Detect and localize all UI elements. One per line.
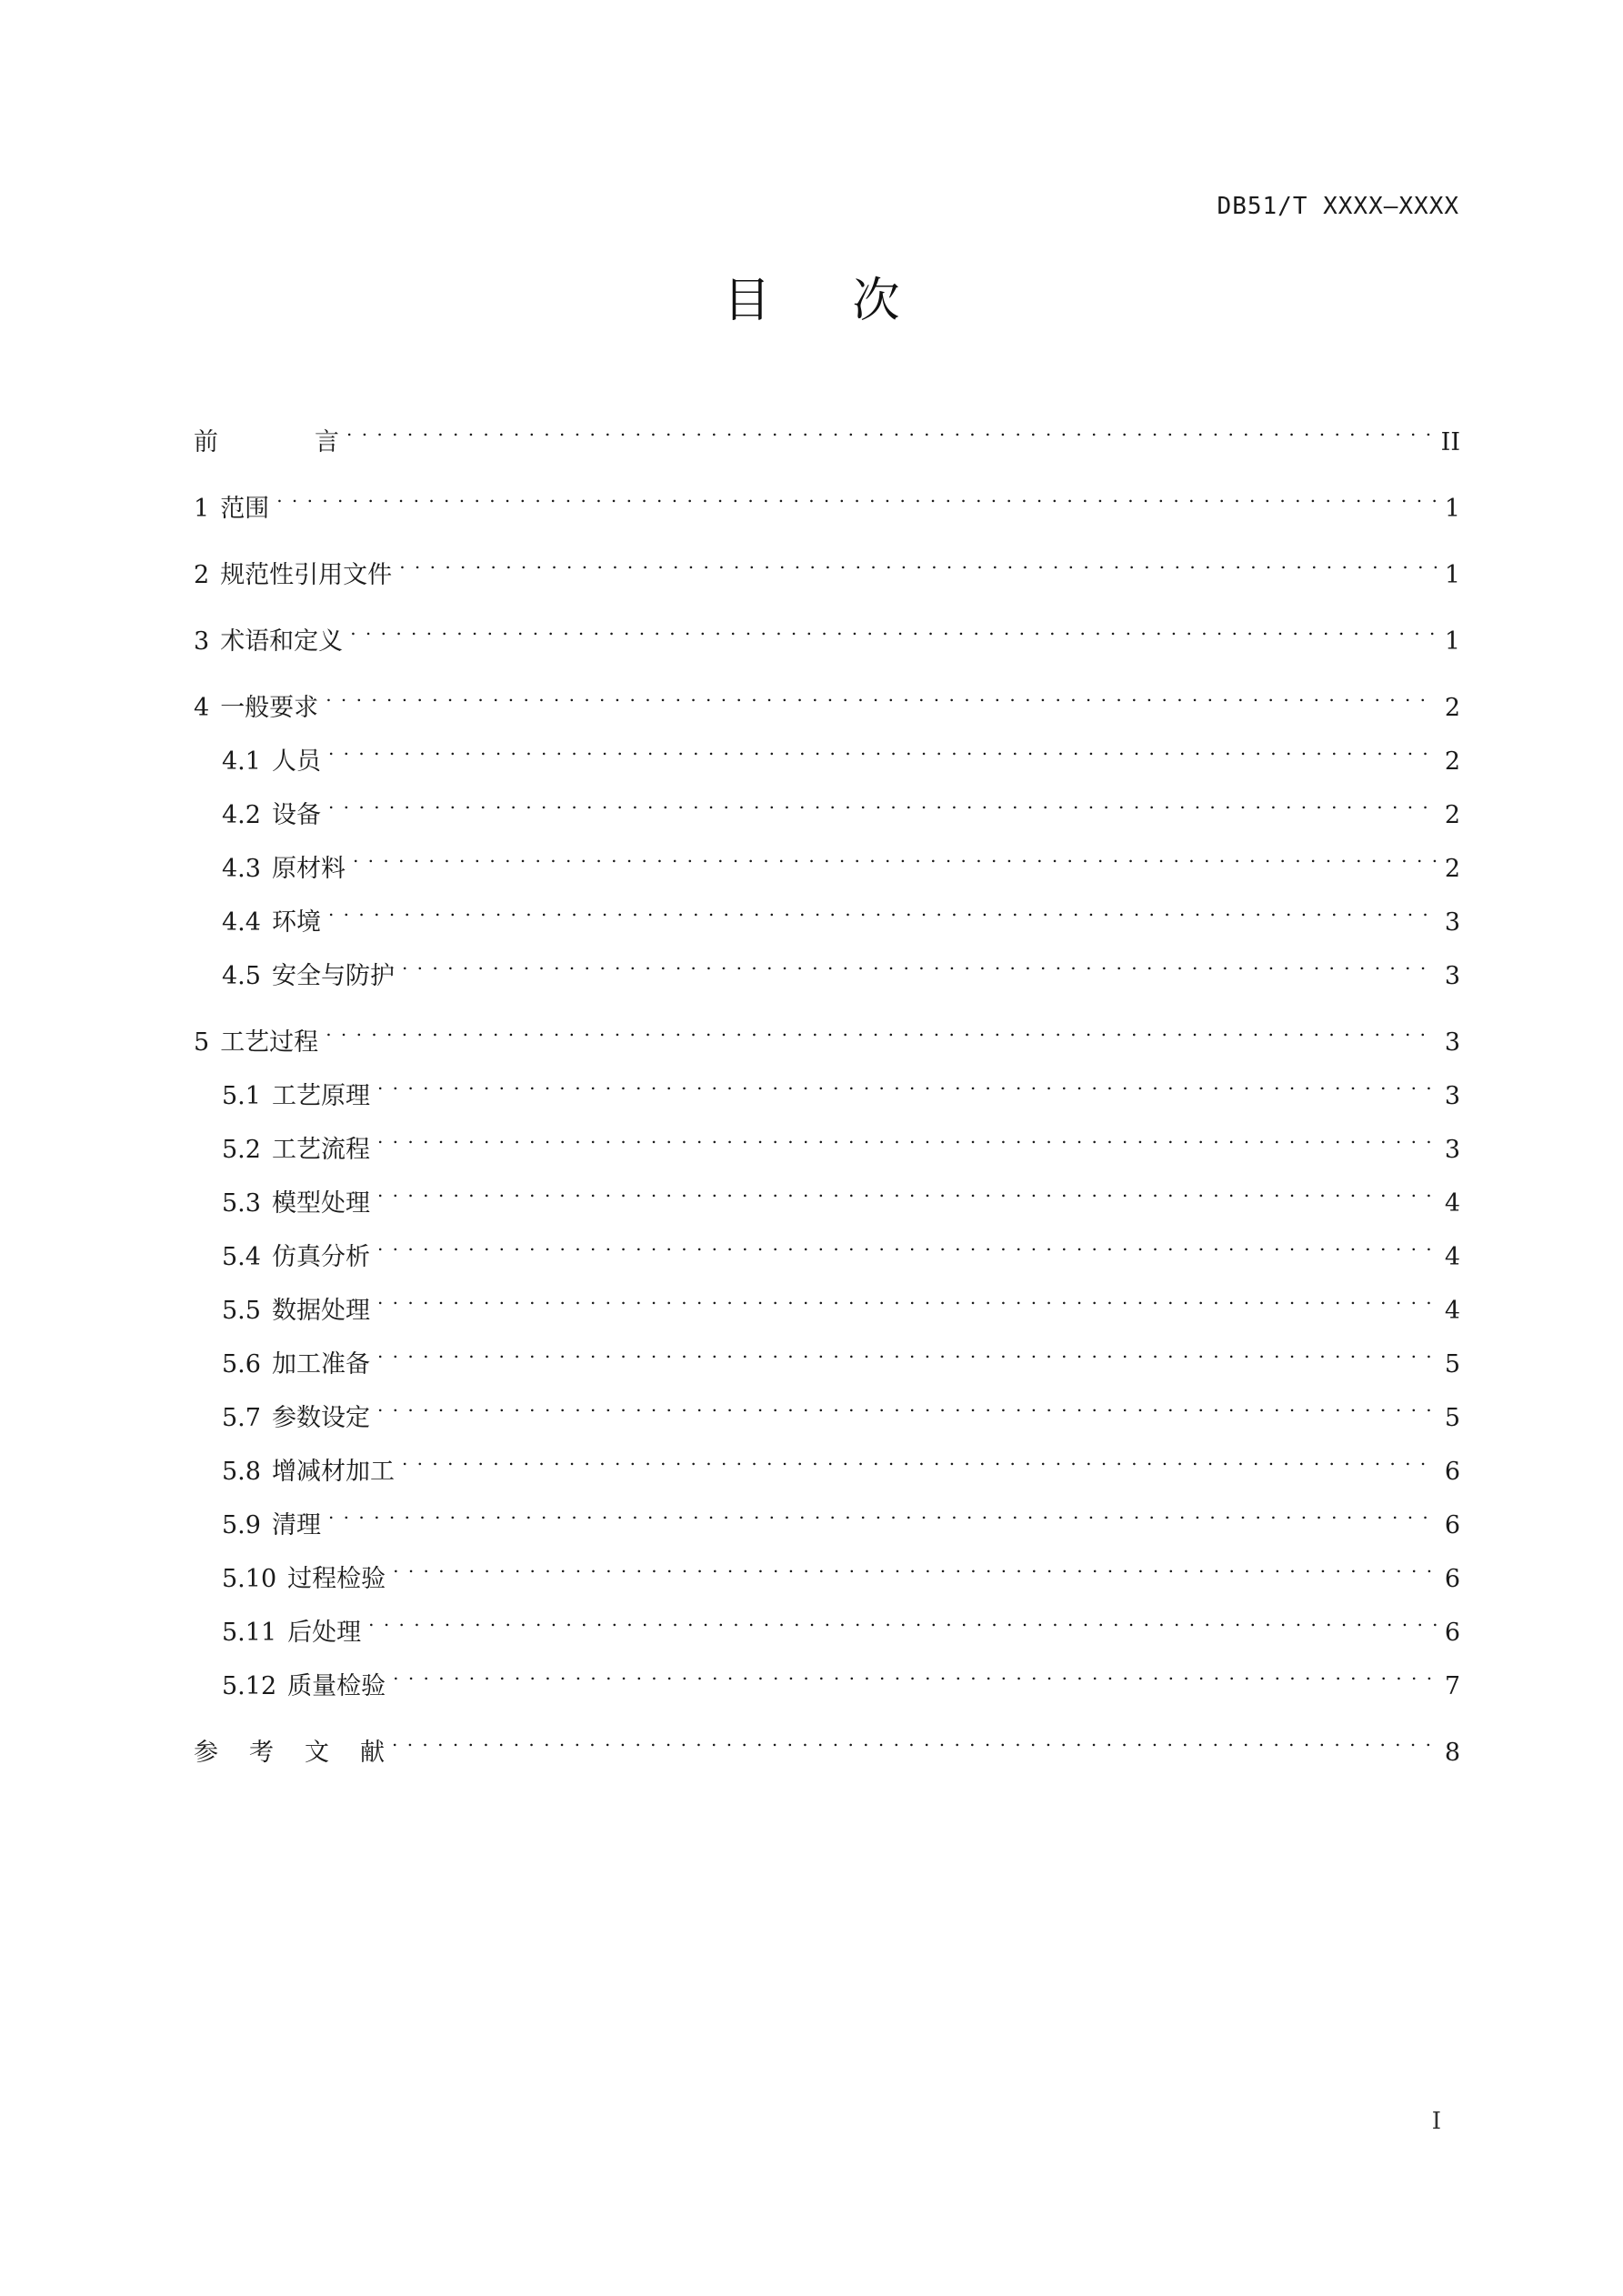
toc-entry-text: 人员 xyxy=(271,747,321,776)
toc-entry-number: 4.5 xyxy=(222,962,261,990)
toc-label-char: 言 xyxy=(315,428,339,456)
toc-page-number: 8 xyxy=(1444,1739,1460,1767)
toc-page-number: 2 xyxy=(1444,855,1460,883)
toc-page-number: 6 xyxy=(1444,1511,1460,1539)
dot-leader xyxy=(377,1331,1437,1372)
toc-entry-number: 5.2 xyxy=(222,1136,261,1164)
toc-page-number: 3 xyxy=(1444,962,1460,990)
dot-leader xyxy=(368,1599,1437,1640)
toc-label-char: 献 xyxy=(360,1739,385,1767)
toc-entry-5-8[interactable] xyxy=(194,1439,1460,1492)
toc-entry-number: 5 xyxy=(194,1028,210,1057)
toc-entry-4[interactable] xyxy=(194,675,1460,728)
dot-leader xyxy=(392,1719,1437,1760)
toc-entry-5-2[interactable] xyxy=(194,1117,1460,1170)
toc-label-char: 参 xyxy=(194,1739,218,1767)
toc-entry-label xyxy=(222,795,321,836)
toc-entry-text: 质量检验 xyxy=(287,1672,386,1700)
toc-entry-number: 5.5 xyxy=(222,1297,261,1325)
toc-entry-text: 安全与防护 xyxy=(271,962,395,990)
dot-leader xyxy=(326,1009,1437,1050)
toc-entry-label xyxy=(222,902,321,943)
toc-entry-text: 规范性引用文件 xyxy=(220,561,393,589)
toc-entry-text: 工艺原理 xyxy=(271,1082,370,1110)
dot-leader xyxy=(393,1653,1437,1694)
toc-entry-number: 5.11 xyxy=(222,1619,277,1647)
toc-entry-text: 一般要求 xyxy=(220,694,319,722)
toc-entry-label xyxy=(222,1612,361,1653)
toc-entry-text: 术语和定义 xyxy=(220,627,344,656)
dot-leader xyxy=(393,1546,1437,1587)
dot-leader xyxy=(346,409,1434,450)
toc-entry-text: 参数设定 xyxy=(271,1404,370,1432)
toc-page-number: 2 xyxy=(1444,694,1460,722)
toc-page-number: 1 xyxy=(1444,495,1460,523)
toc-entry-label xyxy=(222,1076,370,1117)
toc-entry-text: 范围 xyxy=(220,495,270,523)
toc-entry-4-3[interactable] xyxy=(194,836,1460,889)
toc-entry-foreword[interactable] xyxy=(194,409,1460,463)
dot-leader xyxy=(377,1170,1437,1211)
dot-leader xyxy=(377,1278,1437,1318)
toc-entry-text: 原材料 xyxy=(271,855,346,883)
toc-entry-text: 模型处理 xyxy=(271,1189,370,1218)
dot-leader xyxy=(377,1117,1437,1158)
dot-leader xyxy=(377,1224,1437,1265)
toc-title xyxy=(0,262,1623,330)
toc-entry-label xyxy=(194,488,269,529)
toc-page-number: 6 xyxy=(1444,1458,1460,1486)
dot-leader xyxy=(350,608,1437,649)
toc-entry-number: 4.3 xyxy=(222,855,261,883)
toc-entry-5-12[interactable] xyxy=(194,1653,1460,1707)
toc-page-number: 2 xyxy=(1444,747,1460,776)
toc-page-number: 7 xyxy=(1444,1672,1460,1700)
toc-entry-5-6[interactable] xyxy=(194,1331,1460,1385)
toc-entry-label xyxy=(222,848,346,889)
toc-entry-5-11[interactable] xyxy=(194,1599,1460,1653)
toc-entry-number: 5.12 xyxy=(222,1672,277,1700)
toc-entry-number: 4.1 xyxy=(222,747,261,776)
dot-leader xyxy=(399,542,1437,583)
document-code: DB51/T XXXX—XXXX xyxy=(1217,193,1459,220)
toc-entry-label xyxy=(222,741,321,782)
toc-entry-label xyxy=(222,1237,370,1278)
toc-entry-5-4[interactable] xyxy=(194,1224,1460,1278)
toc-entry-label xyxy=(222,1451,395,1492)
toc-entry-text: 环境 xyxy=(271,908,321,937)
toc-page-number: 4 xyxy=(1444,1297,1460,1325)
dot-leader xyxy=(328,728,1437,769)
toc-entry-number: 5.1 xyxy=(222,1082,261,1110)
toc-entry-5-3[interactable] xyxy=(194,1170,1460,1224)
toc-entry-number: 4.2 xyxy=(222,801,261,829)
toc-entry-1[interactable] xyxy=(194,476,1460,529)
dot-leader xyxy=(326,675,1437,716)
toc-entry-label xyxy=(222,1666,386,1707)
toc-entry-label xyxy=(222,1505,321,1546)
toc-entry-5-7[interactable] xyxy=(194,1385,1460,1439)
toc-page-number: 4 xyxy=(1444,1189,1460,1218)
toc-page-number: 5 xyxy=(1444,1404,1460,1432)
toc-entry-label xyxy=(222,1290,370,1331)
toc-entry-number: 5.3 xyxy=(222,1189,261,1218)
toc-entry-5-10[interactable] xyxy=(194,1546,1460,1599)
toc-page-number: 3 xyxy=(1444,1082,1460,1110)
toc-entry-number: 1 xyxy=(194,495,210,523)
toc-page-number: 3 xyxy=(1444,908,1460,937)
toc-entry-text: 清理 xyxy=(271,1511,321,1539)
toc-entry-5-5[interactable] xyxy=(194,1278,1460,1331)
toc-page-number: 6 xyxy=(1444,1565,1460,1593)
dot-leader xyxy=(377,1063,1437,1104)
toc-entry-number: 5.4 xyxy=(222,1243,261,1271)
toc-entry-text: 加工准备 xyxy=(271,1350,370,1379)
dot-leader xyxy=(276,476,1437,516)
toc-entry-number: 5.9 xyxy=(222,1511,261,1539)
toc-entry-text: 数据处理 xyxy=(271,1297,370,1325)
dot-leader xyxy=(377,1385,1437,1426)
toc-entry-text: 后处理 xyxy=(287,1619,362,1647)
toc-page-number: 3 xyxy=(1444,1136,1460,1164)
toc-entry-5-1[interactable] xyxy=(194,1063,1460,1117)
dot-leader xyxy=(402,1439,1437,1479)
toc-entry-references[interactable] xyxy=(194,1719,1460,1773)
toc-entry-label xyxy=(194,621,343,662)
toc-entry-number: 5.8 xyxy=(222,1458,261,1486)
toc-entry-4-4[interactable] xyxy=(194,889,1460,943)
toc-entry-number: 5.10 xyxy=(222,1565,277,1593)
dot-leader xyxy=(328,782,1437,823)
toc-entry-4-1[interactable] xyxy=(194,728,1460,782)
toc-page-number: 6 xyxy=(1444,1619,1460,1647)
toc-page-number: 5 xyxy=(1444,1350,1460,1379)
page-number: I xyxy=(1431,2108,1441,2135)
toc-entry-text: 过程检验 xyxy=(287,1565,386,1593)
toc-entry-number: 2 xyxy=(194,561,210,589)
toc-entry-number: 3 xyxy=(194,627,210,656)
toc-label-char: 考 xyxy=(249,1739,274,1767)
toc-page-number: 2 xyxy=(1444,801,1460,829)
table-of-contents xyxy=(194,409,1460,1773)
toc-entry-number: 5.7 xyxy=(222,1404,261,1432)
toc-entry-number: 4 xyxy=(194,694,210,722)
toc-entry-5[interactable] xyxy=(194,1009,1460,1063)
toc-entry-text: 工艺流程 xyxy=(271,1136,370,1164)
toc-entry-4-2[interactable] xyxy=(194,782,1460,836)
toc-entry-text: 工艺过程 xyxy=(220,1028,319,1057)
toc-entry-label xyxy=(222,1559,386,1599)
dot-leader xyxy=(402,943,1437,984)
toc-entry-label xyxy=(222,1398,370,1439)
toc-entry-text: 设备 xyxy=(271,801,321,829)
toc-entry-label xyxy=(194,555,392,596)
toc-page-number: 3 xyxy=(1444,1028,1460,1057)
toc-entry-label xyxy=(194,422,339,463)
toc-entry-label xyxy=(222,1183,370,1224)
dot-leader xyxy=(328,889,1437,930)
toc-title-char: 目 xyxy=(723,274,771,328)
toc-page-number: 4 xyxy=(1444,1243,1460,1271)
toc-entry-label xyxy=(194,1732,385,1773)
toc-entry-5-9[interactable] xyxy=(194,1492,1460,1546)
toc-entry-number: 5.6 xyxy=(222,1350,261,1379)
toc-label-char: 前 xyxy=(194,428,218,456)
toc-entry-label xyxy=(194,1022,318,1063)
toc-page-number: 1 xyxy=(1444,561,1460,589)
toc-title-char: 次 xyxy=(852,274,900,328)
toc-label-char: 文 xyxy=(305,1739,329,1767)
toc-page-number: II xyxy=(1440,428,1460,456)
toc-entry-label xyxy=(194,687,318,728)
toc-entry-4-5[interactable] xyxy=(194,943,1460,997)
toc-page-number: 1 xyxy=(1444,627,1460,656)
toc-entry-label xyxy=(222,1129,370,1170)
toc-entry-text: 仿真分析 xyxy=(271,1243,370,1271)
toc-entry-text: 增减材加工 xyxy=(271,1458,395,1486)
toc-entry-3[interactable] xyxy=(194,608,1460,662)
toc-entry-label xyxy=(222,1344,370,1385)
dot-leader xyxy=(328,1492,1437,1533)
toc-entry-number: 4.4 xyxy=(222,908,261,937)
dot-leader xyxy=(353,836,1437,877)
toc-entry-label xyxy=(222,956,395,997)
toc-entry-2[interactable] xyxy=(194,542,1460,596)
